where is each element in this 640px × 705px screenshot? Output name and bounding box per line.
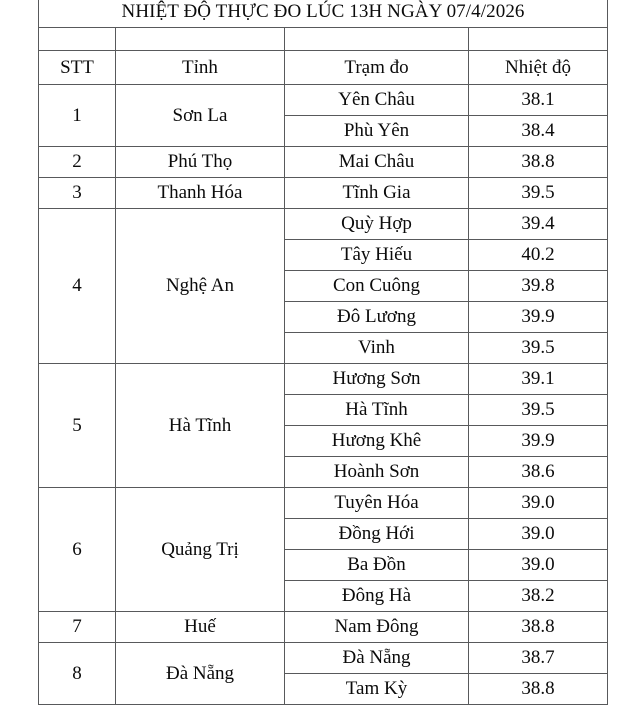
cell-station: Hương Sơn xyxy=(285,364,469,395)
cell-station: Vinh xyxy=(285,333,469,364)
table-body xyxy=(39,0,608,705)
cell-station: Phù Yên xyxy=(285,116,469,147)
cell-temperature: 39.5 xyxy=(469,178,608,209)
cell-province: Đà Nẵng xyxy=(116,643,285,705)
cell-station: Đồng Hới xyxy=(285,519,469,550)
cell-stt: 3 xyxy=(39,178,116,209)
cell-temperature: 38.4 xyxy=(469,116,608,147)
cell-province: Quảng Trị xyxy=(116,488,285,612)
cell-temperature: 38.7 xyxy=(469,643,608,674)
cell-station: Nam Đông xyxy=(285,612,469,643)
cell-stt: 2 xyxy=(39,147,116,178)
cell-temperature: 39.0 xyxy=(469,488,608,519)
table-row xyxy=(39,209,608,240)
cell-province: Phú Thọ xyxy=(116,147,285,178)
title-row xyxy=(39,0,608,28)
cell-station: Con Cuông xyxy=(285,271,469,302)
cell-temperature: 38.2 xyxy=(469,581,608,612)
cell-stt: 1 xyxy=(39,85,116,147)
column-header-province: Tỉnh xyxy=(116,51,285,85)
column-header-station: Trạm đo xyxy=(285,51,469,85)
cell-station: Tuyên Hóa xyxy=(285,488,469,519)
cell-stt: 8 xyxy=(39,643,116,705)
table-row xyxy=(39,147,608,178)
cell-stt: 4 xyxy=(39,209,116,364)
cell-temperature: 39.5 xyxy=(469,395,608,426)
cell-temperature: 40.2 xyxy=(469,240,608,271)
cell-station: Hương Khê xyxy=(285,426,469,457)
cell-temperature: 39.4 xyxy=(469,209,608,240)
cell-station: Mai Châu xyxy=(285,147,469,178)
cell-station: Tam Kỳ xyxy=(285,674,469,705)
cell-temperature: 38.8 xyxy=(469,612,608,643)
spacer-cell-province xyxy=(116,28,285,51)
header-row xyxy=(39,51,608,85)
cell-temperature: 38.8 xyxy=(469,147,608,178)
spacer-cell-stt xyxy=(39,28,116,51)
cell-station: Ba Đồn xyxy=(285,550,469,581)
column-header-stt: STT xyxy=(39,51,116,85)
cell-station: Đà Nẵng xyxy=(285,643,469,674)
cell-station: Đô Lương xyxy=(285,302,469,333)
spacer-cell-temperature xyxy=(469,28,608,51)
cell-station: Tây Hiếu xyxy=(285,240,469,271)
temperature-table xyxy=(38,0,608,705)
spacer-row xyxy=(39,28,608,51)
cell-stt: 5 xyxy=(39,364,116,488)
document-title: NHIỆT ĐỘ THỰC ĐO LÚC 13H NGÀY 07/4/2026 xyxy=(39,0,608,28)
table-row xyxy=(39,488,608,519)
cell-province: Hà Tĩnh xyxy=(116,364,285,488)
cell-province: Huế xyxy=(116,612,285,643)
cell-temperature: 39.0 xyxy=(469,550,608,581)
cell-province: Nghệ An xyxy=(116,209,285,364)
cell-station: Tĩnh Gia xyxy=(285,178,469,209)
table-row xyxy=(39,178,608,209)
cell-temperature: 39.9 xyxy=(469,426,608,457)
cell-station: Hà Tĩnh xyxy=(285,395,469,426)
column-header-temperature: Nhiệt độ xyxy=(469,51,608,85)
cell-station: Hoành Sơn xyxy=(285,457,469,488)
cell-stt: 6 xyxy=(39,488,116,612)
spacer-cell-station xyxy=(285,28,469,51)
table-row xyxy=(39,612,608,643)
cell-temperature: 39.0 xyxy=(469,519,608,550)
cell-station: Quỳ Hợp xyxy=(285,209,469,240)
cell-temperature: 39.5 xyxy=(469,333,608,364)
cell-province: Sơn La xyxy=(116,85,285,147)
cell-temperature: 39.1 xyxy=(469,364,608,395)
cell-temperature: 38.1 xyxy=(469,85,608,116)
cell-temperature: 39.8 xyxy=(469,271,608,302)
table-row xyxy=(39,643,608,674)
cell-temperature: 39.9 xyxy=(469,302,608,333)
cell-stt: 7 xyxy=(39,612,116,643)
cell-province: Thanh Hóa xyxy=(116,178,285,209)
table-row xyxy=(39,364,608,395)
cell-station: Đông Hà xyxy=(285,581,469,612)
cell-temperature: 38.6 xyxy=(469,457,608,488)
table-row xyxy=(39,85,608,116)
cell-temperature: 38.8 xyxy=(469,674,608,705)
cell-station: Yên Châu xyxy=(285,85,469,116)
